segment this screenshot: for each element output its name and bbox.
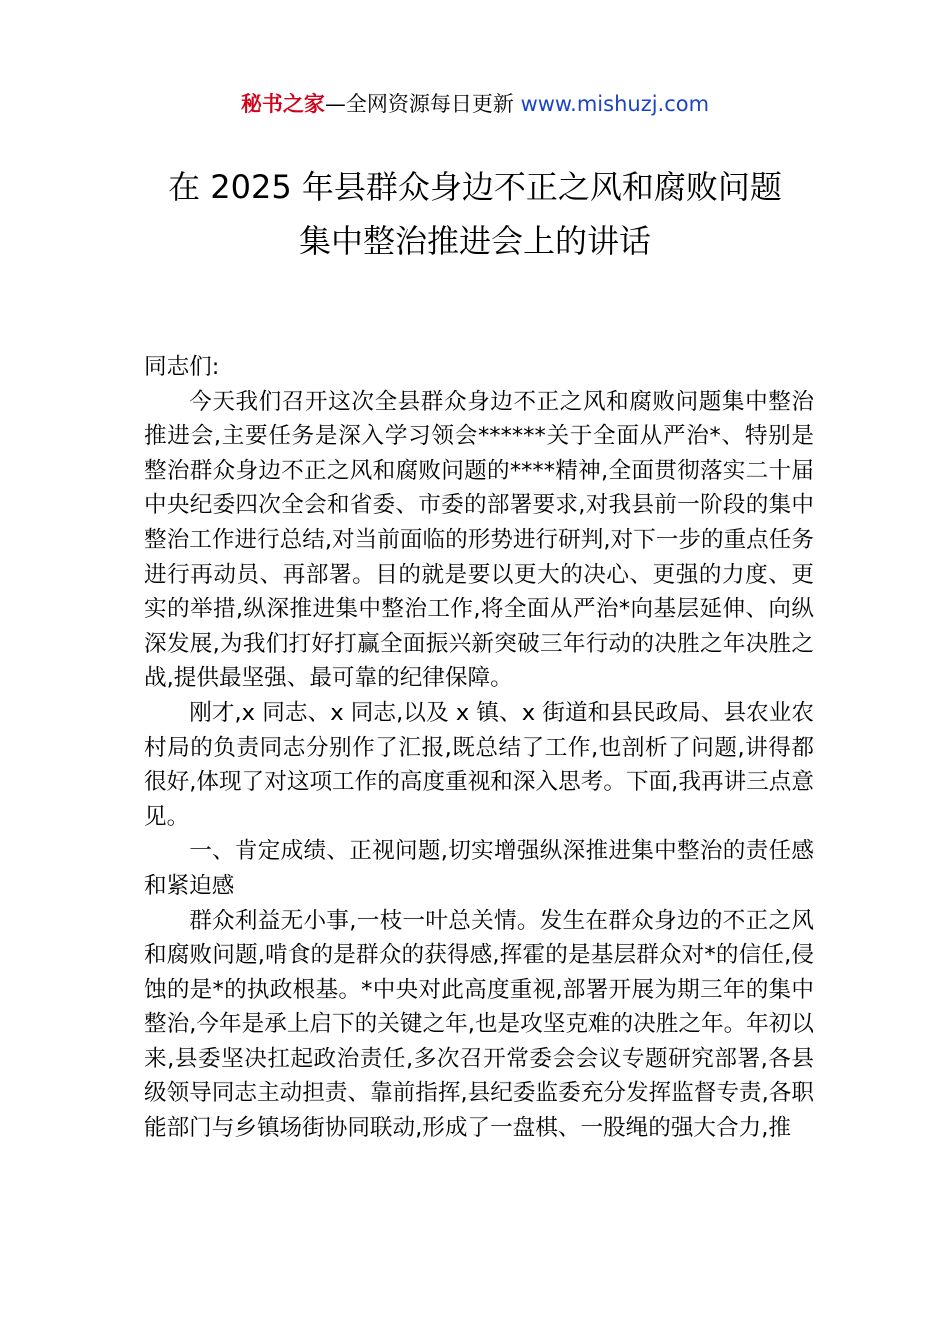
paragraph-section-1: 群众利益无小事,一枝一叶总关情。发生在群众身边的不正之风和腐败问题,啃食的是群众的获得感,挥霍的是基层群众对*的信任,侵蚀的是*的执政根基。*中央对此高度重视,部署开展为期三年的集中整治,今年是承上启下的关键之年,也是攻坚克难的决胜之年。年初以来,县委坚决扛起政治责任,多次召开常委会会议专题研究部署,各县级领导同志主动担责、靠前指挥,县纪委监委充分发挥监督专责,各职能部门与乡镇场街协同联动,形成了一盘棋、一股绳的强大合力,推 — [144, 907, 814, 1142]
site-url-link[interactable]: www.mishuzj.com — [520, 92, 710, 116]
title-line-1: 在 2025 年县群众身边不正之风和腐败问题 — [168, 168, 782, 206]
document-title — [60, 160, 890, 268]
header-tagline: —全网资源每日更新 — [324, 92, 521, 116]
paragraph-intro: 今天我们召开这次全县群众身边不正之风和腐败问题集中整治推进会,主要任务是深入学习领会******关于全面从严治*、特别是整治群众身边不正之风和腐败问题的****精神,全面贯彻落实二十届中央纪委四次全会和省委、市委的部署要求,对我县前一阶段的集中整治工作进行总结,对当前面临的形势进行研判,对下一步的重点任务进行再动员、再部署。目的就是要以更大的决心、更强的力度、更实的举措,纵深推进集中整治工作,将全面从严治*向基层延伸、向纵深发展,为我们打好打赢全面振兴新突破三年行动的决胜之年决胜之战,提供最坚强、最可靠的纪律保障。 — [144, 388, 814, 692]
brand-name: 秘书之家 — [240, 92, 325, 116]
site-header — [0, 86, 950, 122]
document-body — [144, 350, 814, 1146]
section-heading-1: 一、肯定成绩、正视问题,切实增强纵深推进集中整治的责任感和紧迫感 — [144, 838, 814, 899]
title-line-2: 集中整治推进会上的讲话 — [298, 222, 651, 260]
paragraph-reports: 刚才,x 同志、x 同志,以及 x 镇、x 街道和县民政局、县农业农村局的负责同志分别作了汇报,既总结了工作,也剖析了问题,讲得都很好,体现了对这项工作的高度重视和深入思考。下面,我再讲三点意见。 — [144, 699, 814, 830]
salutation: 同志们: — [144, 354, 220, 380]
